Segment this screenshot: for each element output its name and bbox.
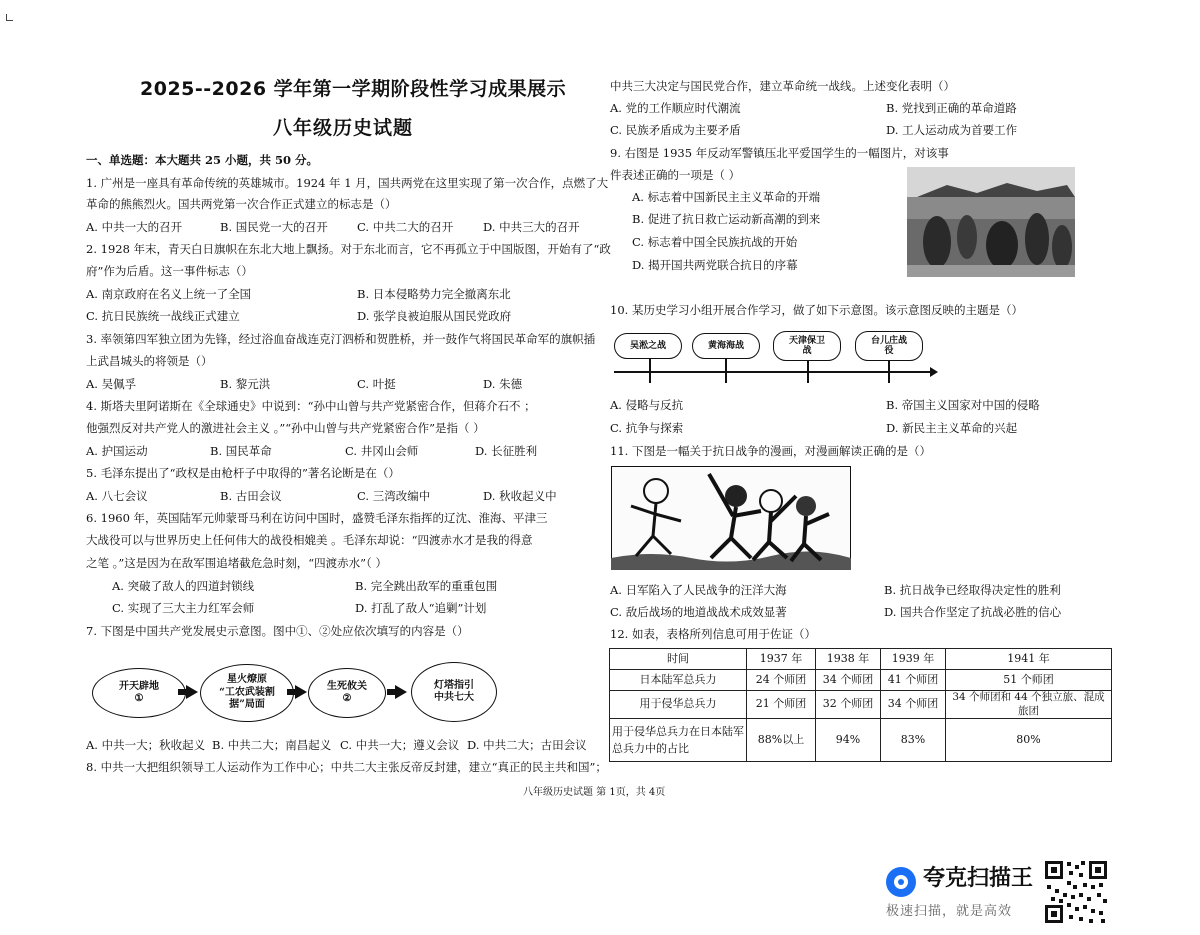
- table-row: [610, 719, 1112, 762]
- table-row: [610, 670, 1112, 691]
- page-footer: 八年级历史试题 第 1页，共 4页: [523, 787, 666, 798]
- question-text: 1. 广州是一座具有革命传统的英雄城市。1924 年 1 月，国共两党在这里实现了第一次合作，点燃了大: [86, 176, 609, 190]
- table-cell: 34 个师团和 44 个独立旅、混成旅团: [946, 691, 1112, 719]
- arrow-right-icon: [186, 685, 198, 699]
- option: B. 党找到正确的革命道路: [886, 101, 1017, 115]
- option: D. 张学良被迫服从国民党政府: [357, 309, 512, 323]
- question-text: 之笔 。”这是因为在敌军围追堵截危急时刻，“四渡赤水”（ ）: [86, 556, 387, 570]
- exam-title: 2025--2026 学年第一学期阶段性学习成果展示: [140, 78, 567, 100]
- table-header: 时间: [610, 649, 747, 670]
- cartoon-image: [611, 466, 851, 570]
- table-row: [610, 691, 1112, 719]
- question-text: 7. 下图是中国共产党发展史示意图。图中①、②处应依次填写的内容是（）: [86, 624, 469, 638]
- question-text: 上武昌城头的将领是（）: [86, 354, 213, 368]
- option: B. 黎元洪: [220, 377, 271, 391]
- qr-code-icon: [1043, 859, 1109, 925]
- option: D. 揭开国共两党联合抗日的序幕: [632, 258, 798, 272]
- option: C. 敌后战场的地道战战术成效显著: [610, 605, 787, 619]
- option: B. 国民党一大的召开: [220, 220, 328, 234]
- table-cell: 41 个师团: [881, 670, 946, 691]
- option: C. 中共二大的召开: [357, 220, 454, 234]
- option: B. 完全跳出敌军的重重包围: [355, 579, 498, 593]
- scanner-slogan: 极速扫描，就是高效: [886, 904, 1013, 919]
- table-cell: 80%: [946, 719, 1112, 762]
- option: A. 八七会议: [86, 489, 148, 503]
- table-cell: 用于侵华总兵力在日本陆军总兵力中的占比: [610, 719, 747, 762]
- option: C. 叶挺: [357, 377, 396, 391]
- question-text: 8. 中共一大把组织领导工人运动作为工作中心；中共二大主张反帝反封建，建立“真正的民主共和国”；: [86, 760, 607, 774]
- table-cell: 34 个师团: [881, 691, 946, 719]
- option: C. 井冈山会师: [345, 444, 419, 458]
- table-header: 1939 年: [881, 649, 946, 670]
- question-text: 件表述正确的一项是（ ）: [610, 168, 741, 182]
- diagram-node-2: 星火燎原 “工农武装割 据”局面: [200, 664, 294, 722]
- table-cell: 83%: [881, 719, 946, 762]
- arrow-right-icon: [395, 685, 407, 699]
- historical-photo: [907, 167, 1075, 277]
- option: A. 吴佩孚: [86, 377, 137, 391]
- option: A. 中共一大；秋收起义: [86, 738, 206, 752]
- table-cell: 21 个师团: [747, 691, 816, 719]
- option: D. 工人运动成为首要工作: [886, 123, 1018, 137]
- scanner-brand: 夸克扫描王: [923, 866, 1034, 891]
- option: D. 国共合作坚定了抗战必胜的信心: [884, 605, 1062, 619]
- option: A. 侵略与反抗: [610, 398, 684, 412]
- timeline-event: 天津保卫 战: [773, 331, 841, 361]
- option: A. 日军陷入了人民战争的汪洋大海: [610, 583, 787, 597]
- arrow-right-icon: [295, 685, 307, 699]
- question-text: 3. 率领第四军独立团为先锋，经过浴血奋战连克汀泗桥和贺胜桥，并一鼓作气将国民革命军的旗帜插: [86, 332, 596, 346]
- option: A. 标志着中国新民主主义革命的开端: [632, 190, 821, 204]
- diagram-node-4: 灯塔指引 中共七大: [411, 662, 497, 722]
- option: B. 国民革命: [210, 444, 272, 458]
- table-cell: 32 个师团: [816, 691, 881, 719]
- option: D. 朱德: [483, 377, 523, 391]
- table-cell: 用于侵华总兵力: [610, 691, 747, 719]
- option: D. 长征胜利: [475, 444, 538, 458]
- option: B. 抗日战争已经取得决定性的胜利: [884, 583, 1061, 597]
- diagram-node-1: 开天辟地 ①: [92, 668, 186, 718]
- option: B. 中共二大；南昌起义: [212, 738, 332, 752]
- timeline-tick: [725, 355, 727, 383]
- question-text: 2. 1928 年末，青天白日旗帜在东北大地上飘扬。对于东北而言，它不再孤立于中国版图，开始有了“政: [86, 242, 611, 256]
- section-heading: 一、单选题：本大题共 25 小题，共 50 分。: [86, 153, 319, 167]
- option: C. 民族矛盾成为主要矛盾: [610, 123, 741, 137]
- timeline-event: 黄海海战: [692, 333, 760, 359]
- table-cell: 24 个师团: [747, 670, 816, 691]
- question-text: 中共三大决定与国民党合作，建立革命统一战线。上述变化表明（）: [610, 79, 955, 93]
- crop-mark: [6, 14, 13, 21]
- option: C. 抗争与探索: [610, 421, 684, 435]
- table-cell: 日本陆军总兵力: [610, 670, 747, 691]
- option: D. 中共三大的召开: [483, 220, 580, 234]
- option: A. 护国运动: [86, 444, 148, 458]
- exam-subtitle: 八年级历史试题: [273, 117, 414, 139]
- question-text: 12. 如表，表格所列信息可用于佐证（）: [610, 627, 816, 641]
- option: D. 打乱了敌人“追剿”计划: [355, 601, 487, 615]
- arrow-right-icon: [930, 367, 938, 377]
- table-header: 1937 年: [747, 649, 816, 670]
- option: C. 标志着中国全民族抗战的开始: [632, 235, 798, 249]
- data-table: [609, 648, 1112, 762]
- option: B. 日本侵略势力完全撤离东北: [357, 287, 511, 301]
- option: B. 古田会议: [220, 489, 282, 503]
- diagram-node-3: 生死攸关 ②: [308, 668, 386, 718]
- question-text: 9. 右图是 1935 年反动军警镇压北平爱国学生的一幅图片，对该事: [610, 146, 949, 160]
- table-header: 1938 年: [816, 649, 881, 670]
- option: C. 中共一大；遵义会议: [340, 738, 460, 752]
- option: D. 秋收起义中: [483, 489, 557, 503]
- timeline-event: 台儿庄战 役: [855, 331, 923, 361]
- option: A. 党的工作顺应时代潮流: [610, 101, 741, 115]
- timeline-event: 吴淞之战: [614, 333, 682, 359]
- question-text: 6. 1960 年，英国陆军元帅蒙哥马利在访问中国时，盛赞毛泽东指挥的辽沈、淮海、平津三: [86, 511, 548, 525]
- question-text: 5. 毛泽东提出了“政权是由枪杆子中取得的”著名论断是在（）: [86, 466, 400, 480]
- timeline-axis: [614, 371, 934, 373]
- option: B. 促进了抗日救亡运动新高潮的到来: [632, 212, 821, 226]
- option: D. 新民主主义革命的兴起: [886, 421, 1018, 435]
- question-text: 11. 下图是一幅关于抗日战争的漫画，对漫画解读正确的是（）: [610, 444, 931, 458]
- table-cell: 34 个师团: [816, 670, 881, 691]
- question-text: 大战役可以与世界历史上任何伟大的战役相媲美 。毛泽东却说：“四渡赤水才是我的得意: [86, 533, 533, 547]
- question-text: 10. 某历史学习小组开展合作学习，做了如下示意图。该示意图反映的主题是（）: [610, 303, 1023, 317]
- table-cell: 51 个师团: [946, 670, 1112, 691]
- option: A. 突破了敌人的四道封锁线: [112, 579, 255, 593]
- option: A. 中共一大的召开: [86, 220, 183, 234]
- option: C. 实现了三大主力红军会师: [112, 601, 255, 615]
- table-header-row: [610, 649, 1112, 670]
- question-text: 4. 斯塔夫里阿诺斯在《全球通史》中说到：“孙中山曾与共产党紧密合作，但蒋介石不 ；: [86, 399, 536, 413]
- option: D. 中共二大；古田会议: [467, 738, 587, 752]
- timeline-tick: [649, 355, 651, 383]
- table-cell: 88%以上: [747, 719, 816, 762]
- option: C. 三湾改编中: [357, 489, 431, 503]
- scanner-logo-icon: [886, 867, 916, 897]
- question-text: 革命的熊熊烈火。国共两党第一次合作正式建立的标志是（）: [86, 197, 397, 211]
- table-header: 1941 年: [946, 649, 1112, 670]
- table-cell: 94%: [816, 719, 881, 762]
- option: A. 南京政府在名义上统一了全国: [86, 287, 252, 301]
- question-text: 府”作为后盾。这一事件标志（）: [86, 264, 253, 278]
- option: B. 帝国主义国家对中国的侵略: [886, 398, 1040, 412]
- question-text: 他强烈反对共产党人的激进社会主义 。”“孙中山曾与共产党紧密合作”是指（ ）: [86, 421, 485, 435]
- option: C. 抗日民族统一战线正式建立: [86, 309, 240, 323]
